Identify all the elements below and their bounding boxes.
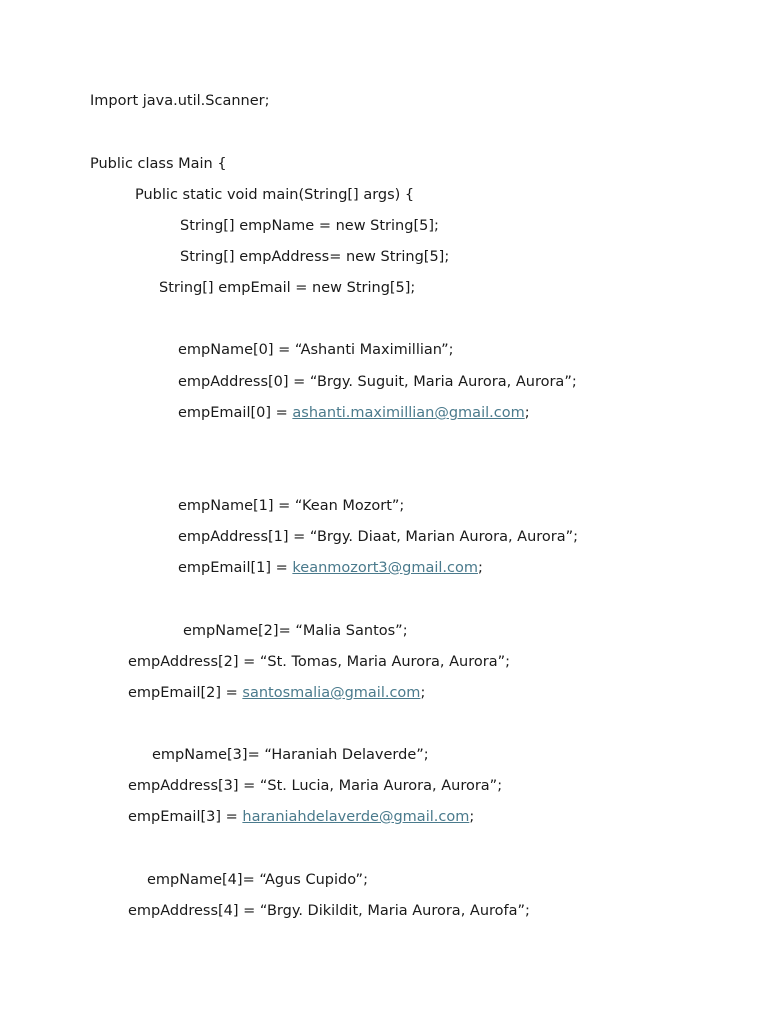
email-link-3[interactable]: haraniahdelaverde@gmail.com	[242, 809, 470, 825]
code-line-address-4: empAddress[4] = “Brgy. Dikildit, Maria Aurora, Aurofa”;	[128, 903, 530, 919]
code-line-name-4: empName[4]= “Agus Cupido”;	[147, 872, 368, 888]
code-line-main: Public static void main(String[] args) {	[135, 187, 415, 203]
code-line-name-2: empName[2]= “Malia Santos”;	[183, 623, 408, 639]
email-prefix: empEmail[2] =	[128, 685, 243, 701]
code-line-class: Public class Main {	[90, 156, 227, 172]
code-line-email-0	[178, 404, 530, 422]
email-suffix: ;	[477, 560, 483, 576]
code-line-address-1: empAddress[1] = “Brgy. Diaat, Marian Aurora, Aurora”;	[178, 529, 579, 545]
email-link-0[interactable]: ashanti.maximillian@gmail.com	[292, 405, 525, 421]
email-prefix: empEmail[1] =	[178, 560, 293, 576]
code-line-name-0: empName[0] = “Ashanti Maximillian”;	[178, 342, 454, 358]
email-link-2[interactable]: santosmalia@gmail.com	[242, 685, 421, 701]
email-link-1[interactable]: keanmozort3@gmail.com	[292, 560, 478, 576]
code-line-decl-email: String[] empEmail = new String[5];	[159, 280, 416, 296]
email-prefix: empEmail[3] =	[128, 809, 243, 825]
code-line-address-2: empAddress[2] = “St. Tomas, Maria Aurora, Aurora”;	[128, 654, 511, 670]
code-line-decl-name: String[] empName = new String[5];	[180, 218, 439, 234]
code-line-email-1	[178, 559, 483, 577]
code-line-decl-address: String[] empAddress= new String[5];	[180, 249, 450, 265]
code-line-address-3: empAddress[3] = “St. Lucia, Maria Aurora, Aurora”;	[128, 778, 503, 794]
email-suffix: ;	[524, 405, 530, 421]
code-line-email-2	[128, 684, 425, 702]
code-line-name-1: empName[1] = “Kean Mozort”;	[178, 498, 405, 514]
email-prefix: empEmail[0] =	[178, 405, 293, 421]
email-suffix: ;	[420, 685, 426, 701]
code-line-import: Import java.util.Scanner;	[90, 93, 270, 109]
code-line-address-0: empAddress[0] = “Brgy. Suguit, Maria Aurora, Aurora”;	[178, 374, 577, 390]
code-line-email-3	[128, 808, 474, 826]
code-line-name-3: empName[3]= “Haraniah Delaverde”;	[152, 747, 429, 763]
email-suffix: ;	[469, 809, 475, 825]
